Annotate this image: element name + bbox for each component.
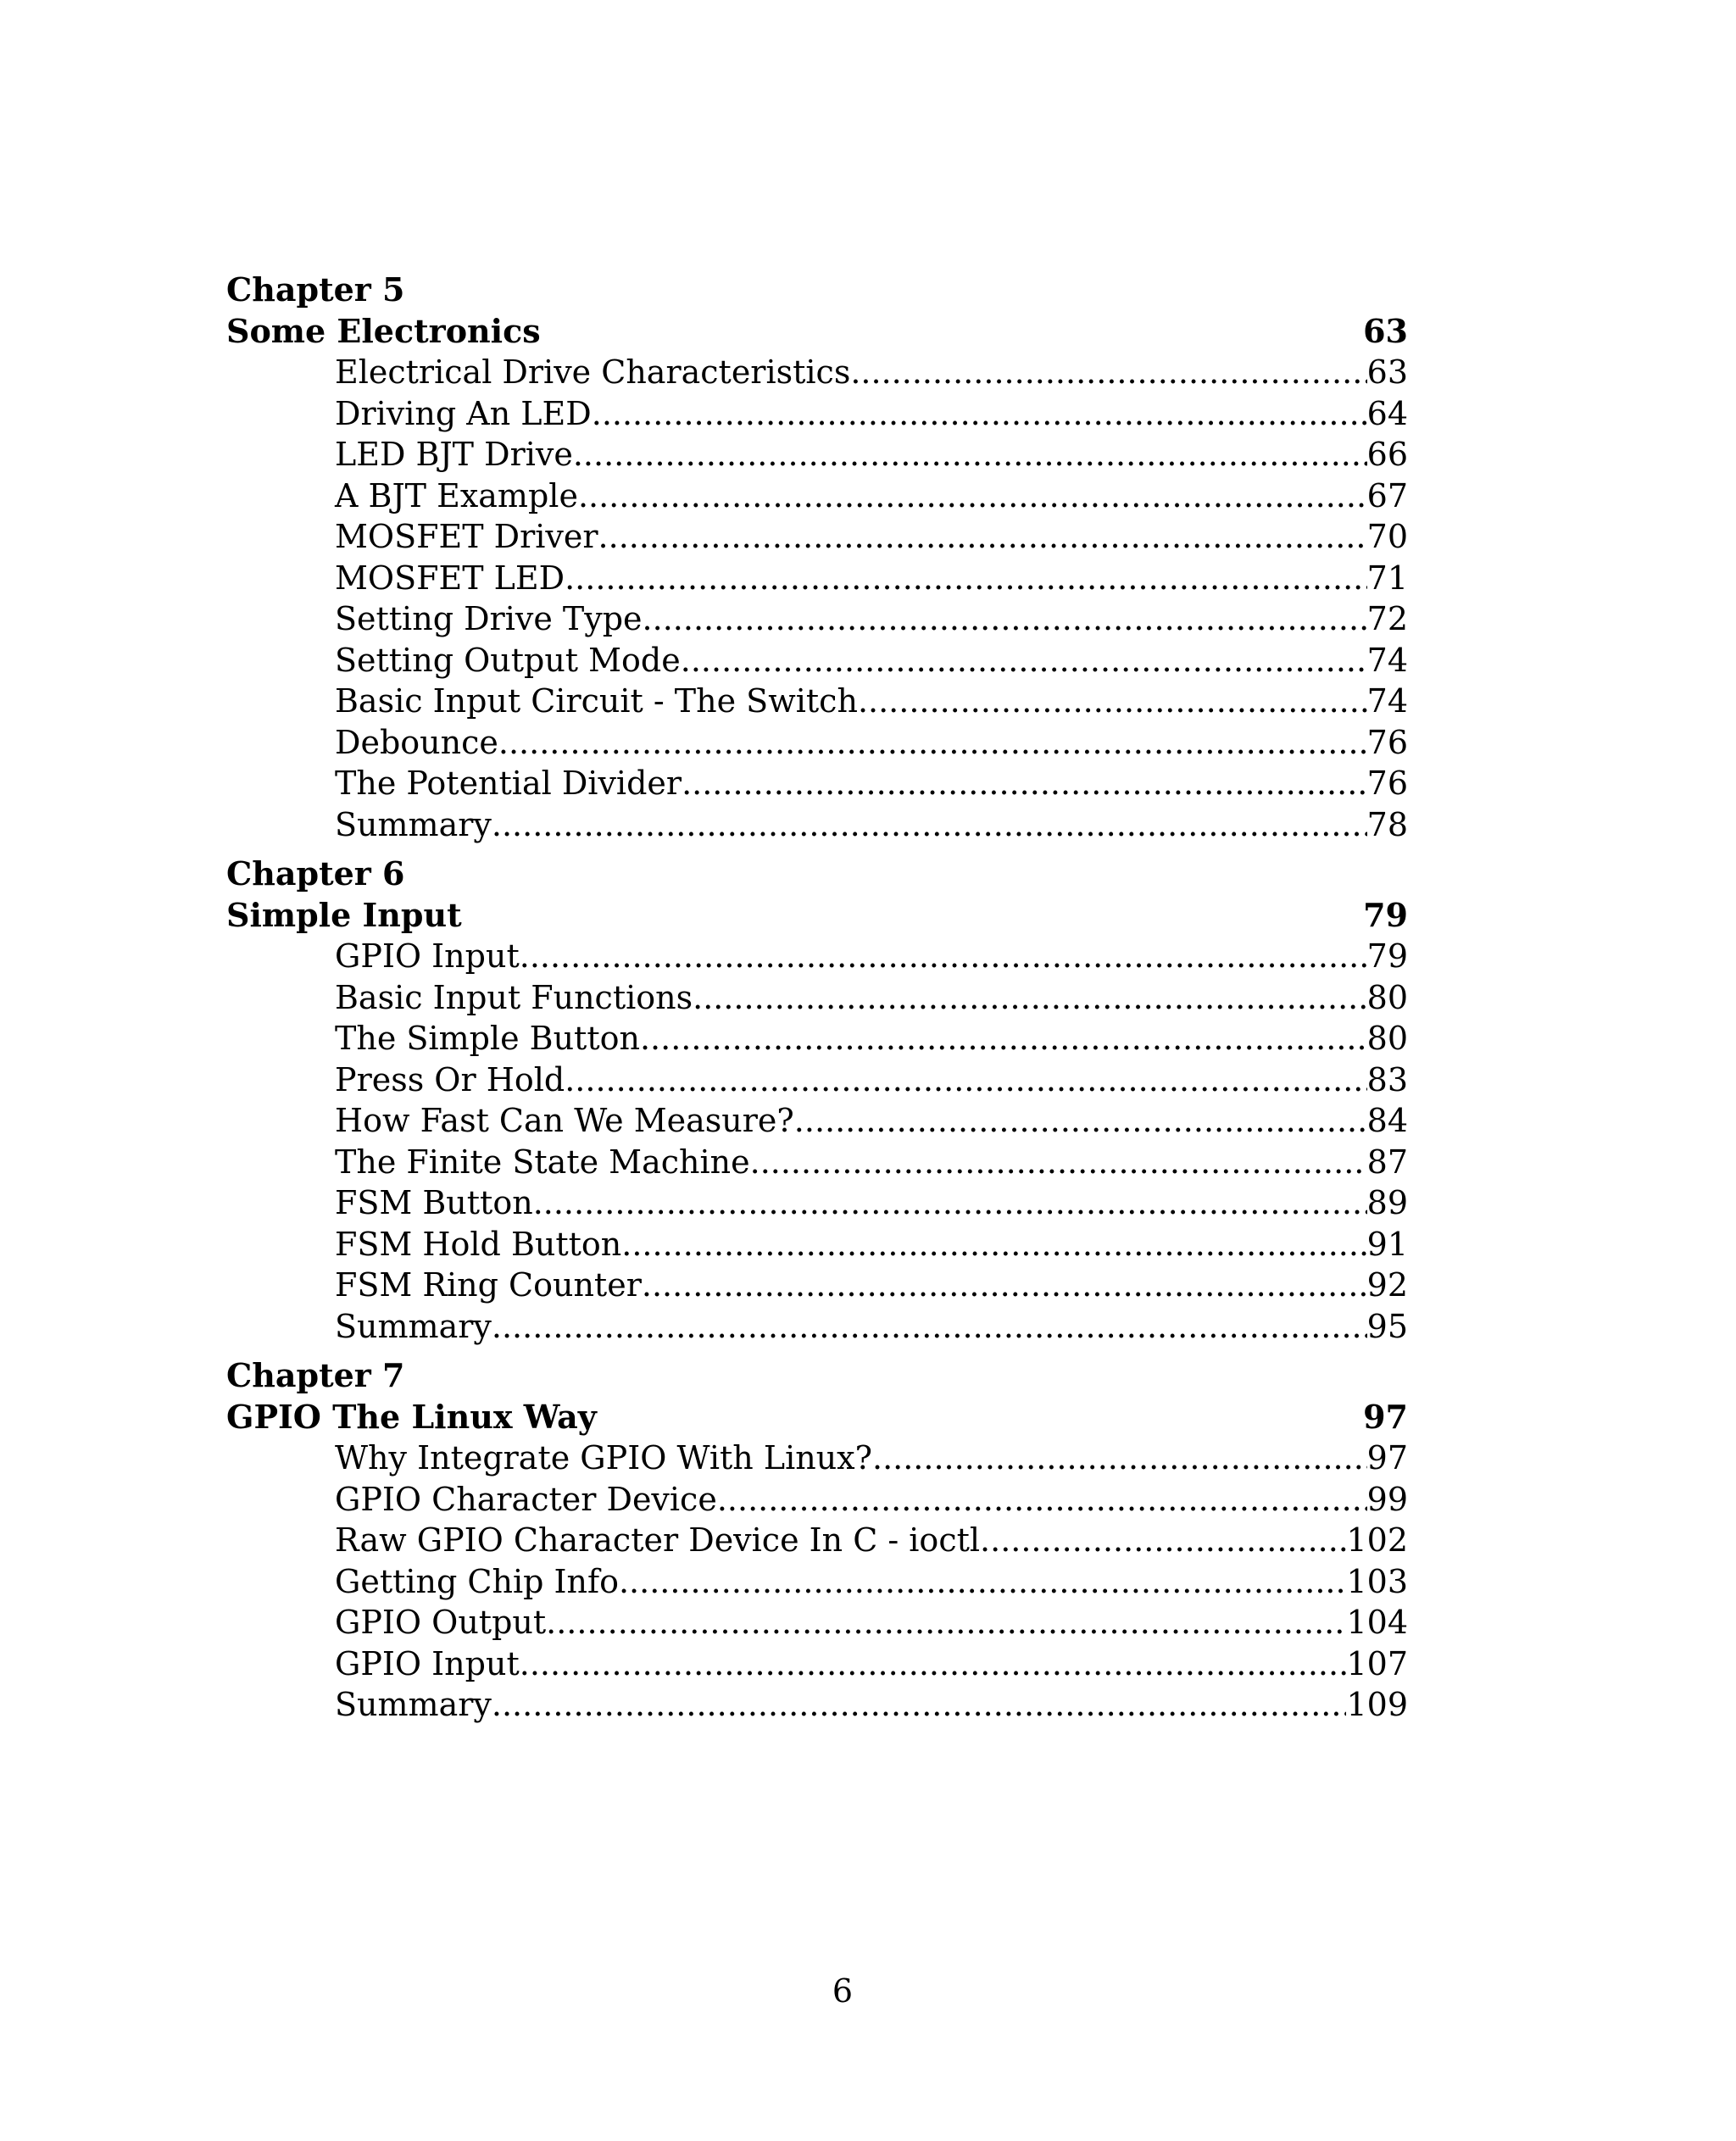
entry-title: How Fast Can We Measure? xyxy=(335,1102,794,1139)
entry-title: MOSFET LED xyxy=(335,559,565,597)
dot-leader xyxy=(640,1018,1367,1059)
toc-entry[interactable] xyxy=(335,804,1408,846)
entry-title: The Potential Divider xyxy=(335,765,682,802)
dot-leader xyxy=(592,393,1367,435)
dot-leader xyxy=(619,1561,1347,1603)
entry-page: 99 xyxy=(1366,1480,1408,1518)
entry-page: 89 xyxy=(1366,1184,1408,1221)
dot-leader xyxy=(980,1520,1346,1561)
entry-title: FSM Hold Button xyxy=(335,1225,622,1263)
entry-title: Raw GPIO Character Device In C - ioctl xyxy=(335,1521,981,1559)
chapter-6-section xyxy=(226,854,1408,1347)
dot-leader xyxy=(750,1142,1367,1183)
toc-entry[interactable] xyxy=(335,475,1408,517)
entry-title: Getting Chip Info xyxy=(335,1562,619,1600)
entry-title: Summary xyxy=(335,1307,492,1345)
entry-page: 76 xyxy=(1366,723,1408,761)
toc-entry[interactable] xyxy=(335,352,1408,393)
chapter-title: GPIO The Linux Way xyxy=(226,1397,597,1436)
dot-leader xyxy=(682,763,1367,804)
entry-page: 103 xyxy=(1346,1562,1408,1600)
chapter-label: Chapter 6 xyxy=(226,854,405,893)
dot-leader xyxy=(533,1182,1367,1224)
toc-entry[interactable] xyxy=(335,1306,1408,1348)
toc-entry[interactable] xyxy=(335,763,1408,804)
entry-title: Setting Output Mode xyxy=(335,641,681,679)
page-number: 6 xyxy=(832,1972,854,2010)
entry-page: 80 xyxy=(1366,978,1408,1016)
toc-entry[interactable] xyxy=(335,681,1408,722)
entry-page: 95 xyxy=(1366,1307,1408,1345)
toc-entry[interactable] xyxy=(335,516,1408,558)
entry-title: Driving An LED xyxy=(335,394,592,432)
chapter-page: 97 xyxy=(1363,1397,1408,1436)
toc-entry[interactable] xyxy=(335,1059,1408,1101)
dot-leader xyxy=(578,475,1367,517)
dot-leader xyxy=(642,1265,1367,1306)
entry-page: 104 xyxy=(1346,1604,1408,1641)
dot-leader xyxy=(492,1684,1347,1726)
entry-page: 63 xyxy=(1366,353,1408,391)
dot-leader xyxy=(643,598,1367,640)
dot-leader xyxy=(717,1479,1367,1521)
toc-entry[interactable] xyxy=(335,1224,1408,1265)
entry-title: Summary xyxy=(335,805,492,843)
entry-page: 79 xyxy=(1366,937,1408,975)
toc-entry[interactable] xyxy=(335,434,1408,475)
chapter-5-section xyxy=(226,270,1408,845)
chapter-label: Chapter 7 xyxy=(226,1356,405,1394)
entry-page: 97 xyxy=(1366,1439,1408,1476)
entry-title: FSM Ring Counter xyxy=(335,1266,642,1304)
entry-page: 64 xyxy=(1366,394,1408,432)
entry-title: Basic Input Circuit - The Switch xyxy=(335,682,858,720)
toc-entry[interactable] xyxy=(335,1142,1408,1183)
chapter-label: Chapter 5 xyxy=(226,270,405,309)
entry-page: 107 xyxy=(1346,1644,1408,1682)
entry-title: FSM Button xyxy=(335,1184,533,1221)
entry-page: 102 xyxy=(1346,1521,1408,1559)
table-of-contents xyxy=(226,270,1408,1734)
entry-title: Setting Drive Type xyxy=(335,600,643,637)
dot-leader xyxy=(794,1100,1367,1142)
toc-entry[interactable] xyxy=(335,558,1408,599)
toc-entry[interactable] xyxy=(335,598,1408,640)
entry-title: Basic Input Functions xyxy=(335,978,693,1016)
entry-title: GPIO Input xyxy=(335,937,520,975)
toc-entry[interactable] xyxy=(335,1561,1408,1603)
toc-entry[interactable] xyxy=(335,1438,1408,1479)
entry-page: 71 xyxy=(1366,559,1408,597)
chapter-heading[interactable] xyxy=(226,1397,1408,1438)
toc-entry[interactable] xyxy=(335,977,1408,1019)
entry-title: Press Or Hold xyxy=(335,1060,565,1098)
entry-title: GPIO Output xyxy=(335,1604,547,1641)
dot-leader xyxy=(498,722,1367,764)
entry-title: The Finite State Machine xyxy=(335,1143,750,1181)
chapter-page: 79 xyxy=(1363,895,1408,934)
entry-page: 80 xyxy=(1366,1020,1408,1057)
entry-title: MOSFET Driver xyxy=(335,518,598,555)
entry-page: 109 xyxy=(1346,1686,1408,1723)
toc-entry[interactable] xyxy=(335,1018,1408,1059)
entry-title: LED BJT Drive xyxy=(335,436,573,473)
chapter-page: 63 xyxy=(1363,311,1408,350)
toc-entry[interactable] xyxy=(335,1684,1408,1726)
entry-title: Summary xyxy=(335,1686,492,1723)
entry-page: 67 xyxy=(1366,476,1408,514)
entry-page: 87 xyxy=(1366,1143,1408,1181)
entry-title: Why Integrate GPIO With Linux? xyxy=(335,1439,872,1476)
entry-title: Debounce xyxy=(335,723,498,761)
entry-page: 78 xyxy=(1366,805,1408,843)
entry-title: The Simple Button xyxy=(335,1020,640,1057)
toc-entry[interactable] xyxy=(335,1100,1408,1142)
entry-page: 83 xyxy=(1366,1060,1408,1098)
dot-leader xyxy=(621,1224,1366,1265)
chapter-title: Some Electronics xyxy=(226,311,541,350)
entry-page: 91 xyxy=(1366,1225,1408,1263)
toc-entry[interactable] xyxy=(335,640,1408,681)
entry-page: 70 xyxy=(1366,518,1408,555)
dot-leader xyxy=(492,804,1367,846)
toc-entry[interactable] xyxy=(335,1520,1408,1561)
entry-title: GPIO Input xyxy=(335,1644,520,1682)
dot-leader xyxy=(858,681,1367,722)
dot-leader xyxy=(546,1602,1346,1643)
dot-leader xyxy=(565,558,1367,599)
toc-entry[interactable] xyxy=(335,936,1408,977)
entry-title: A BJT Example xyxy=(335,476,578,514)
entry-page: 74 xyxy=(1366,682,1408,720)
dot-leader xyxy=(573,434,1367,475)
dot-leader xyxy=(520,936,1367,977)
entry-title: Electrical Drive Characteristics xyxy=(335,353,851,391)
toc-entry[interactable] xyxy=(335,1182,1408,1224)
chapter-heading[interactable] xyxy=(226,311,1408,353)
entry-page: 76 xyxy=(1366,765,1408,802)
dot-leader xyxy=(850,352,1366,393)
entry-page: 66 xyxy=(1366,436,1408,473)
dot-leader xyxy=(693,977,1367,1019)
dot-leader xyxy=(681,640,1367,681)
toc-entry[interactable] xyxy=(335,1265,1408,1306)
toc-entry[interactable] xyxy=(335,722,1408,764)
chapter-7-section xyxy=(226,1355,1408,1726)
entry-title: GPIO Character Device xyxy=(335,1480,717,1518)
toc-entry[interactable] xyxy=(335,393,1408,435)
entry-page: 92 xyxy=(1366,1266,1408,1304)
toc-entry[interactable] xyxy=(335,1643,1408,1685)
dot-leader xyxy=(565,1059,1366,1101)
toc-entry[interactable] xyxy=(335,1602,1408,1643)
toc-entry[interactable] xyxy=(335,1479,1408,1521)
chapter-title: Simple Input xyxy=(226,895,462,934)
dot-leader xyxy=(598,516,1367,558)
chapter-heading[interactable] xyxy=(226,895,1408,937)
entry-page: 84 xyxy=(1366,1102,1408,1139)
dot-leader xyxy=(520,1643,1347,1685)
dot-leader xyxy=(492,1306,1367,1348)
entry-page: 74 xyxy=(1366,641,1408,679)
entry-page: 72 xyxy=(1366,600,1408,637)
dot-leader xyxy=(872,1438,1367,1479)
